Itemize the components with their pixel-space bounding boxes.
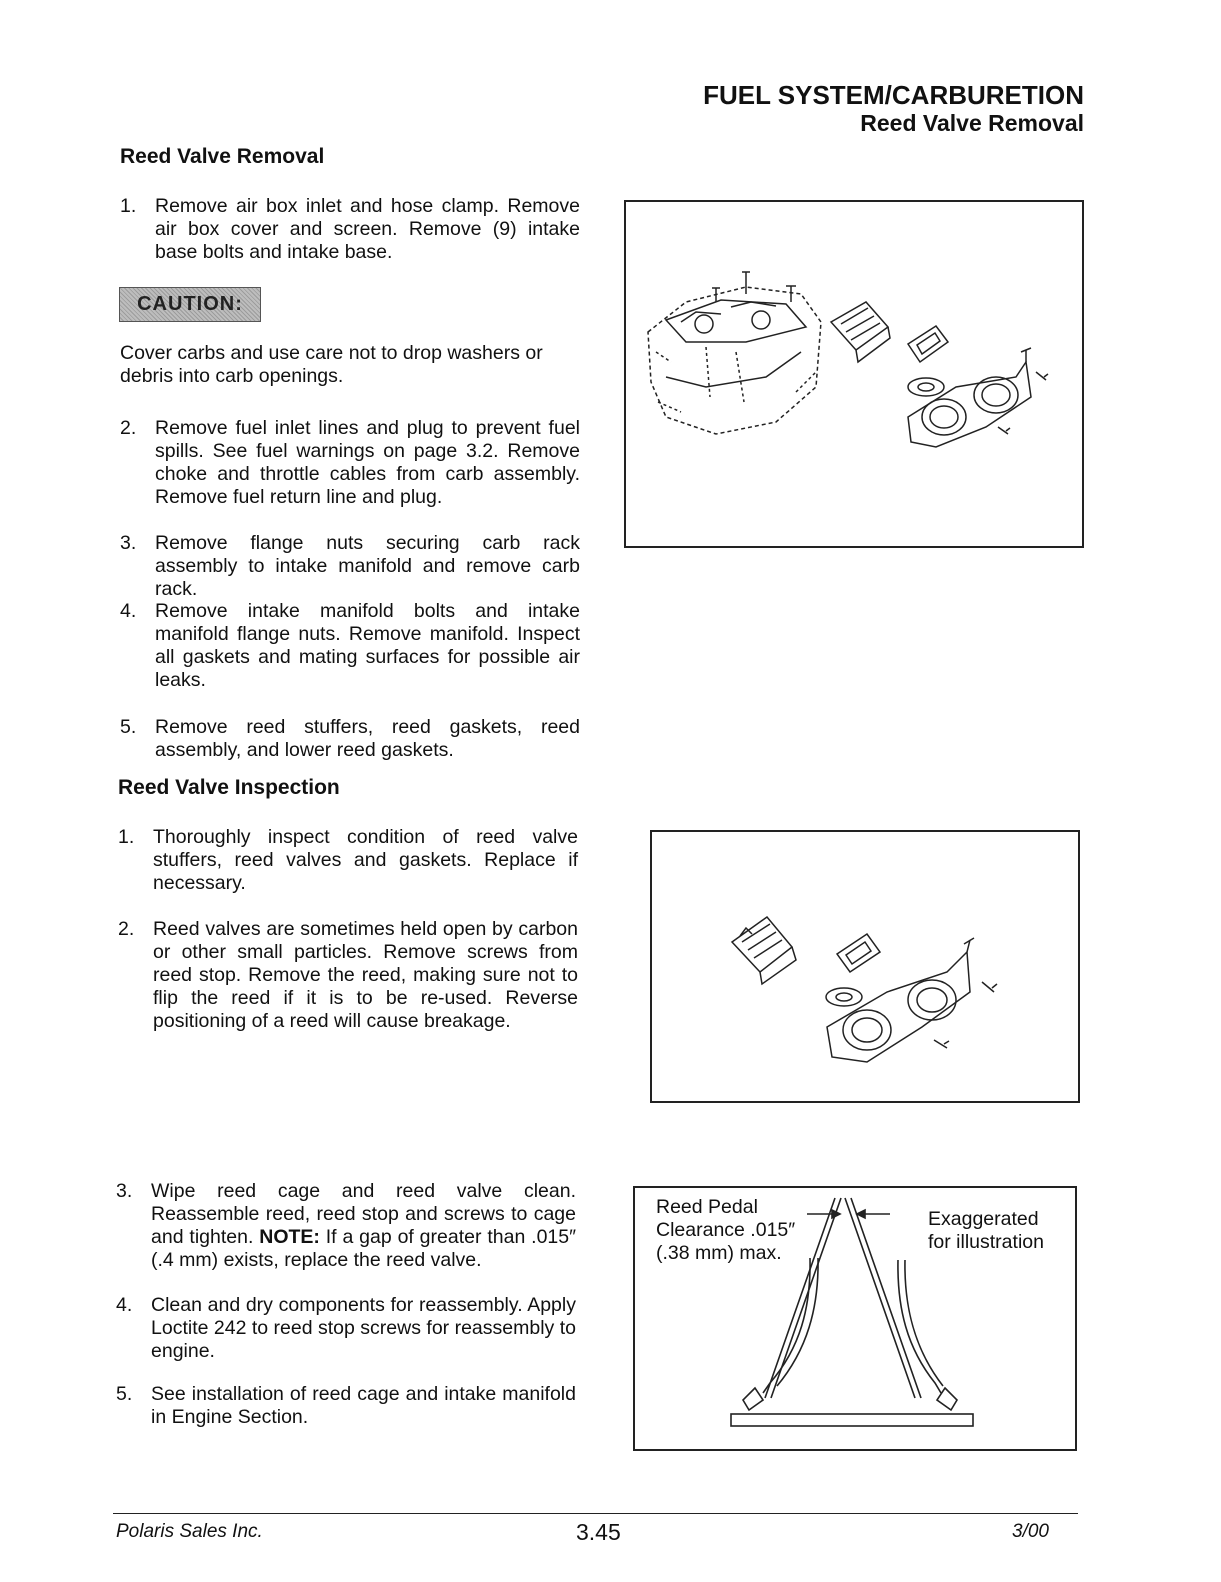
removal-step-2: 2. Remove fuel inlet lines and plug to prevent fuel spills. See fuel warnings on page 3.2. Remove choke and throttle cables from carb assembly. Remove fuel return line and plug. bbox=[120, 417, 580, 508]
removal-step-3: 3. Remove flange nuts securing carb rack assembly to intake manifold and remove carb rack. bbox=[120, 532, 580, 600]
caution-text: Cover carbs and use care not to drop washers or debris into carb openings. bbox=[120, 342, 543, 387]
chapter-title: FUEL SYSTEM/CARBURETION bbox=[703, 80, 1084, 110]
footer-company: Polaris Sales Inc. bbox=[116, 1521, 263, 1542]
engine-intake-drawing bbox=[626, 202, 1082, 546]
removal-step-1: 1. Remove air box inlet and hose clamp. Remove air box cover and screen. Remove (9) intake base bolts and intake base. bbox=[120, 195, 580, 263]
footer-rule bbox=[113, 1513, 1078, 1514]
engine-intake-figure bbox=[624, 200, 1084, 548]
note-label: NOTE: bbox=[259, 1226, 320, 1248]
reed-clearance-drawing bbox=[635, 1188, 1075, 1449]
caution-badge: CAUTION: bbox=[119, 287, 261, 322]
inspection-step-3: 3. Wipe reed cage and reed valve clean. Reassemble reed, reed stop and screws to cage and tighten. NOTE: If a gap of greater than .015″ (.4 mm) exists, replace the reed valve. bbox=[116, 1180, 577, 1271]
section-title: Reed Valve Removal bbox=[860, 110, 1084, 136]
removal-step-5: 5. Remove reed stuffers, reed gaskets, reed assembly, and lower reed gaskets. bbox=[120, 716, 580, 761]
reed-clearance-figure bbox=[633, 1186, 1077, 1451]
reed-components-figure bbox=[650, 830, 1080, 1103]
exaggerated-label: Exaggerated for illustration bbox=[928, 1208, 1044, 1253]
inspection-step-1: 1. Thoroughly inspect condition of reed valve stuffers, reed valves and gaskets. Replace if necessary. bbox=[118, 826, 578, 894]
clearance-label: Reed Pedal Clearance .015″ (.38 mm) max. bbox=[656, 1196, 796, 1264]
footer-date: 3/00 bbox=[1012, 1521, 1049, 1542]
reed-components-drawing bbox=[652, 832, 1078, 1101]
inspection-step-4: 4. Clean and dry components for reassembly. Apply Loctite 242 to reed stop screws for reassembly to engine. bbox=[116, 1294, 576, 1362]
inspection-step-5: 5. See installation of reed cage and intake manifold in Engine Section. bbox=[116, 1383, 576, 1428]
removal-step-4: 4. Remove intake manifold bolts and intake manifold flange nuts. Remove manifold. Inspect all gaskets and mating surfaces for possible air leaks. bbox=[120, 600, 580, 691]
inspection-heading: Reed Valve Inspection bbox=[118, 776, 340, 799]
removal-heading: Reed Valve Removal bbox=[120, 145, 325, 168]
page-number: 3.45 bbox=[576, 1519, 621, 1545]
inspection-step-2: 2. Reed valves are sometimes held open by carbon or other small particles. Remove screws from reed stop. Remove the reed, making sure not to flip the reed if it is to be re-used. Reverse positioning of a reed will cause breakage. bbox=[118, 918, 578, 1032]
